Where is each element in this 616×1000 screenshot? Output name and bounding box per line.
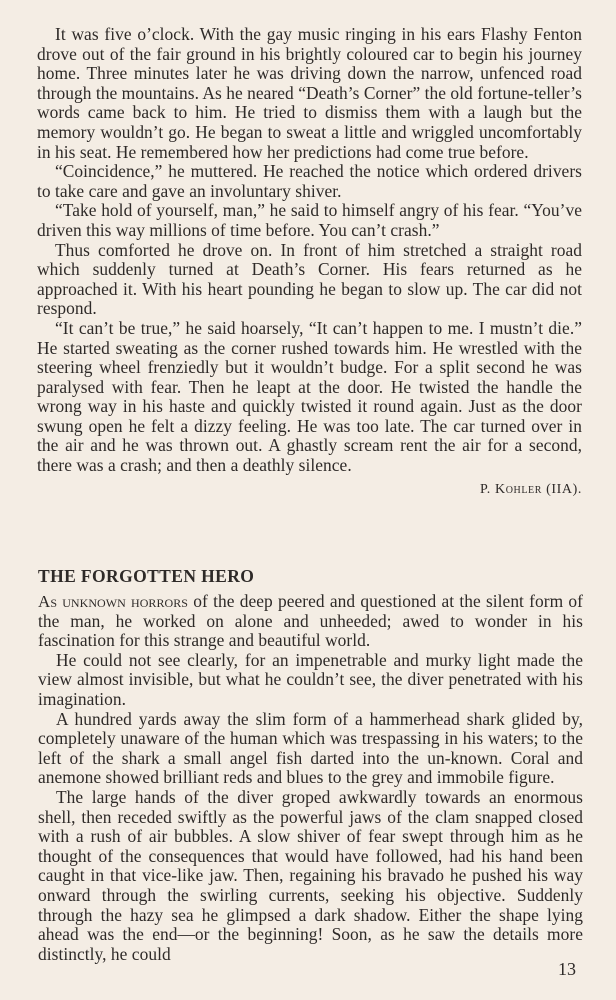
page-number: 13 [558,959,576,979]
author-name: P. Kohler (IIA). [479,481,582,497]
story-1 [37,25,582,500]
paragraph: The large hands of the diver groped awkwardly towards an enormous shell, then receded swiftly as the powerful jaws of the clam snapped closed with a rush of air bubbles. A slow shiver of fear swept through him as he thought of the consequences that would have followed, had his hand been caught in that vice-like jaw. Then, regaining his bravado he pushed his way onward through the swirling currents, seeking his objective. Suddenly through the hazy sea he glimpsed a dark shadow. Either the shape lying ahead was the end—or the beginning! Soon, as he saw the details more distinctly, he could [38,786,583,964]
author-byline [37,480,582,500]
lead-in-small-caps: As unknown horrors [38,592,189,611]
paragraph: A hundred yards away the slim form of a hammerhead shark glided by, completely unaware of the human which was trespassing in his waters; to the left of the shark a small angel fish darted into the un-known. Coral and anemone showed brilliant reds and blues to the grey and immobile figure. [38,708,583,788]
story-title: THE FORGOTTEN HERO [38,566,255,586]
paragraph: He could not see clearly, for an impenetrable and murky light made the view almost invisible, but what he couldn’t see, the diver penetrated with his imagination. [38,649,583,709]
paragraph-text: of the deep peered and questioned at the silent form of the man, he worked on alone and unheeded; awed to wonder in his fascination for this strange and beautiful world. [38,591,584,651]
paragraph [38,592,583,651]
story-2 [38,566,583,964]
paragraph: It was five o’clock. With the gay music ringing in his ears Flashy Fenton drove out of the fair ground in his brightly coloured car to begin his journey home. Three minutes later he was driving down the narrow, unfenced road through the mountains. As he neared “Death’s Corner” the old fortune-teller’s words came back to him. He tried to dismiss them with a laugh but the memory wouldn’t go. He began to sweat a little and wriggled uncomfortably in his seat. He remembered how her predictions had come true before. [37,24,582,162]
paragraph: “Take hold of yourself, man,” he said to himself angry of his fear. “You’ve driven this way millions of time before. You can’t crash.” [37,200,582,240]
paragraph: “It can’t be true,” he said hoarsely, “It can’t happen to me. I mustn’t die.” He started sweating as the corner rushed towards him. He wrestled with the steering wheel frenziedly but it wouldn’t budge. For a split second he was paralysed with fear. Then he leapt at the door. He twisted the handle the wrong way in his haste and quickly twisted it round again. Just as the door swung open he felt a dizzy feeling. He was too late. The car turned over in the air and he was thrown out. A ghastly scream rent the air for a second, there was a crash; and then a deathly silence. [37,317,582,476]
paragraph: “Coincidence,” he muttered. He reached the notice which ordered drivers to take care and gave an involuntary shiver. [37,161,582,201]
paragraph: Thus comforted he drove on. In front of him stretched a straight road which suddenly turned at Death’s Corner. His fears returned as he approached it. With his heart pounding he began to slow up. The car did not respond. [37,239,582,319]
